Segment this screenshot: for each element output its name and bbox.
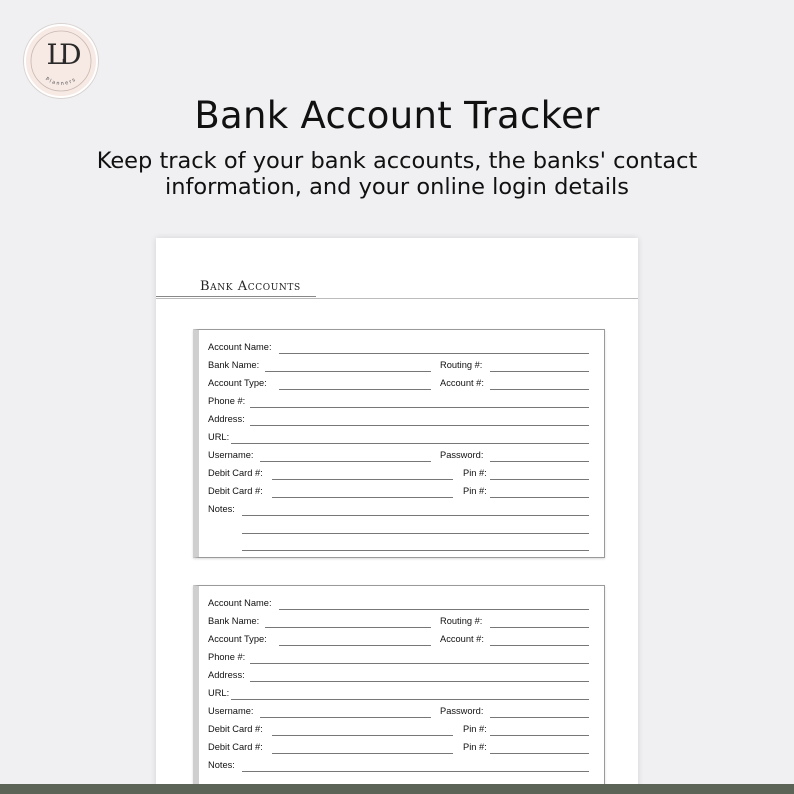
notes-label: Notes: [208, 504, 235, 514]
password-label: Password: [440, 706, 484, 716]
routing-label: Routing #: [440, 616, 483, 626]
notes-field[interactable] [242, 515, 589, 516]
account-type-row [199, 631, 604, 649]
address-field[interactable] [250, 681, 589, 682]
account-type-field[interactable] [279, 645, 431, 646]
account-number-field[interactable] [490, 389, 589, 390]
account-type-field[interactable] [279, 389, 431, 390]
account-type-label: Account Type: [208, 378, 267, 388]
pin-field[interactable] [490, 735, 589, 736]
bank-name-row [199, 357, 604, 375]
username-field[interactable] [260, 461, 431, 462]
debit-card-label: Debit Card #: [208, 468, 263, 478]
notes-field[interactable] [242, 771, 589, 772]
account-number-field[interactable] [490, 645, 589, 646]
password-field[interactable] [490, 717, 589, 718]
pin-label: Pin #: [463, 742, 487, 752]
username-field[interactable] [260, 717, 431, 718]
username-label: Username: [208, 706, 254, 716]
username-row [199, 447, 604, 465]
bank-name-row [199, 613, 604, 631]
account-name-label: Account Name: [208, 598, 272, 608]
debit-card-row [199, 465, 604, 483]
phone-row [199, 649, 604, 667]
debit-card-row [199, 483, 604, 501]
address-label: Address: [208, 670, 245, 680]
account-card [193, 585, 605, 794]
debit-card-label: Debit Card #: [208, 742, 263, 752]
debit-card-row [199, 739, 604, 757]
routing-field[interactable] [490, 627, 589, 628]
notes-label: Notes: [208, 760, 235, 770]
account-number-label: Account #: [440, 378, 484, 388]
url-row [199, 429, 604, 447]
account-name-field[interactable] [279, 353, 589, 354]
account-type-label: Account Type: [208, 634, 267, 644]
debit-card-row [199, 721, 604, 739]
account-type-row [199, 375, 604, 393]
notes-field[interactable] [242, 550, 589, 551]
debit-card-label: Debit Card #: [208, 486, 263, 496]
url-field[interactable] [231, 443, 589, 444]
heading-underline [156, 296, 316, 297]
password-field[interactable] [490, 461, 589, 462]
debit-card-label: Debit Card #: [208, 724, 263, 734]
address-row [199, 411, 604, 429]
account-name-label: Account Name: [208, 342, 272, 352]
bank-name-label: Bank Name: [208, 360, 260, 370]
pin-field[interactable] [490, 753, 589, 754]
svg-text:Planners: Planners [44, 76, 78, 87]
url-field[interactable] [231, 699, 589, 700]
phone-field[interactable] [250, 663, 589, 664]
account-name-field[interactable] [279, 609, 589, 610]
bank-name-field[interactable] [265, 627, 431, 628]
notes-row [199, 757, 604, 775]
address-row [199, 667, 604, 685]
bottom-bar [0, 784, 794, 794]
pin-label: Pin #: [463, 486, 487, 496]
username-label: Username: [208, 450, 254, 460]
heading-divider [156, 298, 638, 299]
pin-label: Pin #: [463, 468, 487, 478]
debit-card-field[interactable] [272, 479, 453, 480]
account-name-row [199, 595, 604, 613]
pin-label: Pin #: [463, 724, 487, 734]
notes-row [199, 501, 604, 519]
notes-field[interactable] [242, 533, 589, 534]
address-field[interactable] [250, 425, 589, 426]
address-label: Address: [208, 414, 245, 424]
account-name-row [199, 339, 604, 357]
url-row [199, 685, 604, 703]
pin-field[interactable] [490, 479, 589, 480]
tracker-sheet [156, 238, 638, 794]
logo-letters: LD [46, 38, 76, 71]
sheet-heading: Bank Accounts [200, 279, 301, 294]
debit-card-field[interactable] [272, 735, 453, 736]
password-label: Password: [440, 450, 484, 460]
url-label: URL: [208, 432, 230, 442]
debit-card-field[interactable] [272, 497, 453, 498]
account-card [193, 329, 605, 558]
routing-label: Routing #: [440, 360, 483, 370]
username-row [199, 703, 604, 721]
phone-field[interactable] [250, 407, 589, 408]
phone-row [199, 393, 604, 411]
brand-logo [24, 24, 98, 98]
phone-label: Phone #: [208, 396, 246, 406]
page-title: Bank Account Tracker [194, 94, 600, 137]
account-number-label: Account #: [440, 634, 484, 644]
routing-field[interactable] [490, 371, 589, 372]
bank-name-field[interactable] [265, 371, 431, 372]
pin-field[interactable] [490, 497, 589, 498]
notes-extra-row [199, 536, 604, 554]
phone-label: Phone #: [208, 652, 246, 662]
bank-name-label: Bank Name: [208, 616, 260, 626]
page-subtitle: Keep track of your bank accounts, the banks' contact information, and your online login details [96, 148, 698, 200]
notes-extra-row [199, 519, 604, 537]
url-label: URL: [208, 688, 230, 698]
debit-card-field[interactable] [272, 753, 453, 754]
